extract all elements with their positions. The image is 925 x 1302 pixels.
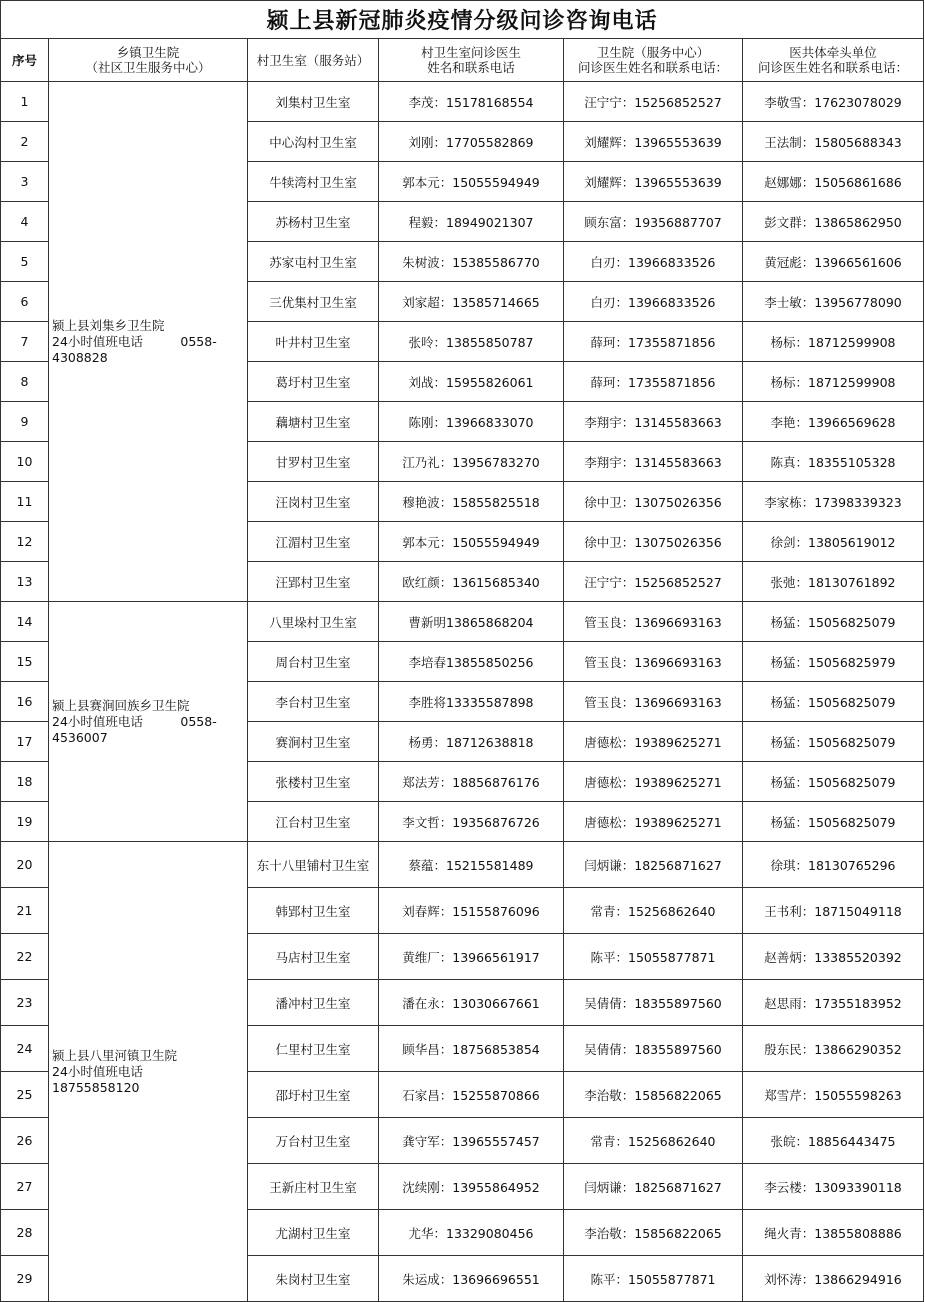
center-doctor-cell: 白刃：13966833526 — [564, 282, 743, 322]
village-doctor-cell: 蔡蕴：15215581489 — [379, 842, 564, 888]
header-village-doctor — [379, 39, 564, 82]
village-doctor-cell: 杨勇：18712638818 — [379, 722, 564, 762]
village-doctor-cell: 朱运成：13696696551 — [379, 1256, 564, 1302]
lead-doctor-cell: 赵思雨：17355183952 — [743, 980, 924, 1026]
center-doctor-cell: 李治敬：15856822065 — [564, 1072, 743, 1118]
village-clinic-cell: 刘集村卫生室 — [248, 82, 379, 122]
lead-doctor-cell: 徐琪：18130765296 — [743, 842, 924, 888]
seq-cell: 12 — [1, 522, 49, 562]
lead-doctor-cell: 杨标：18712599908 — [743, 362, 924, 402]
village-clinic-cell: 李台村卫生室 — [248, 682, 379, 722]
center-doctor-cell: 李翔宇：13145583663 — [564, 402, 743, 442]
lead-doctor-cell: 王书利：18715049118 — [743, 888, 924, 934]
center-doctor-cell: 薛珂：17355871856 — [564, 322, 743, 362]
village-clinic-cell: 王新庄村卫生室 — [248, 1164, 379, 1210]
village-doctor-cell: 李茂：15178168554 — [379, 82, 564, 122]
seq-cell: 22 — [1, 934, 49, 980]
village-doctor-cell: 李文哲：19356876726 — [379, 802, 564, 842]
center-doctor-cell: 徐中卫：13075026356 — [564, 482, 743, 522]
village-doctor-cell: 朱树波：15385586770 — [379, 242, 564, 282]
lead-doctor-cell: 李艳：13966569628 — [743, 402, 924, 442]
header-lead-doctor — [743, 39, 924, 82]
center-doctor-cell: 吴倩倩：18355897560 — [564, 980, 743, 1026]
village-doctor-cell: 李胜将13335587898 — [379, 682, 564, 722]
village-clinic-cell: 汪岗村卫生室 — [248, 482, 379, 522]
village-doctor-cell: 石家昌：15255870866 — [379, 1072, 564, 1118]
lead-doctor-cell: 李云楼：13093390118 — [743, 1164, 924, 1210]
center-doctor-cell: 管玉良：13696693163 — [564, 682, 743, 722]
center-doctor-cell: 白刃：13966833526 — [564, 242, 743, 282]
lead-doctor-cell: 赵娜娜：15056861686 — [743, 162, 924, 202]
seq-cell: 15 — [1, 642, 49, 682]
lead-doctor-cell: 李敬雪：17623078029 — [743, 82, 924, 122]
village-doctor-cell: 郭本元：15055594949 — [379, 162, 564, 202]
village-clinic-cell: 汪郢村卫生室 — [248, 562, 379, 602]
village-clinic-cell: 尤湖村卫生室 — [248, 1210, 379, 1256]
header-township-line2: （社区卫生服务中心） — [85, 60, 211, 75]
village-doctor-cell: 程毅：18949021307 — [379, 202, 564, 242]
village-doctor-cell: 李培春13855850256 — [379, 642, 564, 682]
center-doctor-cell: 陈平：15055877871 — [564, 934, 743, 980]
header-center-doctor-line1: 卫生院（服务中心） — [596, 45, 710, 60]
lead-doctor-cell: 杨猛：15056825079 — [743, 682, 924, 722]
seq-cell: 5 — [1, 242, 49, 282]
lead-doctor-cell: 刘怀涛：13866294916 — [743, 1256, 924, 1302]
lead-doctor-cell: 杨猛：15056825079 — [743, 602, 924, 642]
village-doctor-cell: 陈刚：13966833070 — [379, 402, 564, 442]
village-clinic-cell: 马店村卫生室 — [248, 934, 379, 980]
seq-cell: 14 — [1, 602, 49, 642]
header-village: 村卫生室（服务站） — [248, 39, 379, 82]
seq-cell: 16 — [1, 682, 49, 722]
header-township-line1: 乡镇卫生院 — [116, 45, 180, 60]
seq-cell: 7 — [1, 322, 49, 362]
lead-doctor-cell: 徐剑：13805619012 — [743, 522, 924, 562]
center-doctor-cell: 管玉良：13696693163 — [564, 642, 743, 682]
lead-doctor-cell: 杨猛：15056825079 — [743, 722, 924, 762]
seq-cell: 18 — [1, 762, 49, 802]
village-clinic-cell: 葛圩村卫生室 — [248, 362, 379, 402]
page-title: 颍上县新冠肺炎疫情分级问诊咨询电话 — [1, 1, 924, 39]
header-lead-doctor-line1: 医共体牵头单位 — [789, 45, 877, 60]
village-clinic-cell: 仁里村卫生室 — [248, 1026, 379, 1072]
center-doctor-cell: 刘耀辉：13965553639 — [564, 122, 743, 162]
township-name: 颍上县八里河镇卫生院 — [52, 1047, 178, 1063]
center-doctor-cell: 唐德松：19389625271 — [564, 802, 743, 842]
village-clinic-cell: 江湄村卫生室 — [248, 522, 379, 562]
lead-doctor-cell: 王法制：15805688343 — [743, 122, 924, 162]
seq-cell: 11 — [1, 482, 49, 522]
header-township — [49, 39, 248, 82]
seq-cell: 9 — [1, 402, 49, 442]
lead-doctor-cell: 绳火青：13855808886 — [743, 1210, 924, 1256]
lead-doctor-cell: 黄冠彪：13966561606 — [743, 242, 924, 282]
village-clinic-cell: 苏家屯村卫生室 — [248, 242, 379, 282]
village-clinic-cell: 潘冲村卫生室 — [248, 980, 379, 1026]
lead-doctor-cell: 李士敏：13956778090 — [743, 282, 924, 322]
village-clinic-cell: 韩郢村卫生室 — [248, 888, 379, 934]
table-row — [1, 842, 924, 888]
lead-doctor-cell: 彭文群：13865862950 — [743, 202, 924, 242]
center-doctor-cell: 薛珂：17355871856 — [564, 362, 743, 402]
village-clinic-cell: 甘罗村卫生室 — [248, 442, 379, 482]
lead-doctor-cell: 陈真：18355105328 — [743, 442, 924, 482]
center-doctor-cell: 李翔宇：13145583663 — [564, 442, 743, 482]
village-doctor-cell: 潘在永：13030667661 — [379, 980, 564, 1026]
seq-cell: 25 — [1, 1072, 49, 1118]
township-cell — [49, 842, 248, 1302]
township-cell — [49, 82, 248, 602]
village-clinic-cell: 中心沟村卫生室 — [248, 122, 379, 162]
seq-cell: 28 — [1, 1210, 49, 1256]
seq-cell: 10 — [1, 442, 49, 482]
village-doctor-cell: 刘家超：13585714665 — [379, 282, 564, 322]
seq-cell: 20 — [1, 842, 49, 888]
lead-doctor-cell: 杨标：18712599908 — [743, 322, 924, 362]
village-doctor-cell: 刘战：15955826061 — [379, 362, 564, 402]
center-doctor-cell: 陈平：15055877871 — [564, 1256, 743, 1302]
center-doctor-cell: 徐中卫：13075026356 — [564, 522, 743, 562]
township-hotline: 24小时值班电话 0558-4536007 — [52, 713, 217, 745]
village-doctor-cell: 曹新明13865868204 — [379, 602, 564, 642]
center-doctor-cell: 管玉良：13696693163 — [564, 602, 743, 642]
seq-cell: 13 — [1, 562, 49, 602]
header-village-doctor-line1: 村卫生室问诊医生 — [420, 45, 521, 60]
village-clinic-cell: 邵圩村卫生室 — [248, 1072, 379, 1118]
village-clinic-cell: 三优集村卫生室 — [248, 282, 379, 322]
seq-cell: 24 — [1, 1026, 49, 1072]
township-cell — [49, 602, 248, 842]
center-doctor-cell: 闫炳谦：18256871627 — [564, 1164, 743, 1210]
center-doctor-cell: 汪宁宁：15256852527 — [564, 82, 743, 122]
village-clinic-cell: 牛犊湾村卫生室 — [248, 162, 379, 202]
center-doctor-cell: 汪宁宁：15256852527 — [564, 562, 743, 602]
village-doctor-cell: 沈续刚：13955864952 — [379, 1164, 564, 1210]
township-hotline: 24小时值班电话 0558-4308828 — [52, 333, 217, 365]
village-clinic-cell: 叶井村卫生室 — [248, 322, 379, 362]
lead-doctor-cell: 杨猛：15056825979 — [743, 642, 924, 682]
seq-cell: 8 — [1, 362, 49, 402]
header-center-doctor-line2: 问诊医生姓名和联系电话： — [577, 60, 728, 75]
seq-cell: 21 — [1, 888, 49, 934]
seq-cell: 17 — [1, 722, 49, 762]
center-doctor-cell: 唐德松：19389625271 — [564, 762, 743, 802]
village-clinic-cell: 朱岗村卫生室 — [248, 1256, 379, 1302]
village-clinic-cell: 赛涧村卫生室 — [248, 722, 379, 762]
village-doctor-cell: 张呤：13855850787 — [379, 322, 564, 362]
township-name: 颍上县赛涧回族乡卫生院 — [52, 697, 190, 713]
lead-doctor-cell: 杨猛：15056825079 — [743, 762, 924, 802]
seq-cell: 2 — [1, 122, 49, 162]
table-row — [1, 82, 924, 122]
seq-cell: 26 — [1, 1118, 49, 1164]
village-doctor-cell: 黄维厂：13966561917 — [379, 934, 564, 980]
header-row — [1, 39, 924, 82]
lead-doctor-cell: 郑雪芹：15055598263 — [743, 1072, 924, 1118]
village-clinic-cell: 张楼村卫生室 — [248, 762, 379, 802]
township-hotline: 24小时值班电话 18755858120 — [52, 1063, 181, 1095]
center-doctor-cell: 常青：15256862640 — [564, 888, 743, 934]
village-doctor-cell: 尤华：13329080456 — [379, 1210, 564, 1256]
village-clinic-cell: 万台村卫生室 — [248, 1118, 379, 1164]
village-doctor-cell: 刘春辉：15155876096 — [379, 888, 564, 934]
center-doctor-cell: 刘耀辉：13965553639 — [564, 162, 743, 202]
village-clinic-cell: 周台村卫生室 — [248, 642, 379, 682]
village-clinic-cell: 江台村卫生室 — [248, 802, 379, 842]
township-name: 颍上县刘集乡卫生院 — [52, 317, 165, 333]
lead-doctor-cell: 杨猛：15056825079 — [743, 802, 924, 842]
village-doctor-cell: 江乃礼：13956783270 — [379, 442, 564, 482]
header-lead-doctor-line2: 问诊医生姓名和联系电话： — [758, 60, 909, 75]
village-doctor-cell: 顾华昌：18756853854 — [379, 1026, 564, 1072]
header-village-doctor-line2: 姓名和联系电话 — [427, 60, 515, 75]
center-doctor-cell: 闫炳谦：18256871627 — [564, 842, 743, 888]
seq-cell: 27 — [1, 1164, 49, 1210]
lead-doctor-cell: 李家栋：17398339323 — [743, 482, 924, 522]
village-clinic-cell: 藕塘村卫生室 — [248, 402, 379, 442]
lead-doctor-cell: 张皖：18856443475 — [743, 1118, 924, 1164]
seq-cell: 1 — [1, 82, 49, 122]
village-doctor-cell: 龚守军：13965557457 — [379, 1118, 564, 1164]
village-doctor-cell: 刘刚：17705582869 — [379, 122, 564, 162]
lead-doctor-cell: 赵善炳：13385520392 — [743, 934, 924, 980]
seq-cell: 23 — [1, 980, 49, 1026]
header-seq: 序号 — [1, 39, 49, 82]
village-clinic-cell: 八里垛村卫生室 — [248, 602, 379, 642]
center-doctor-cell: 李治敬：15856822065 — [564, 1210, 743, 1256]
lead-doctor-cell: 张弛：18130761892 — [743, 562, 924, 602]
seq-cell: 6 — [1, 282, 49, 322]
center-doctor-cell: 常青：15256862640 — [564, 1118, 743, 1164]
lead-doctor-cell: 殷东民：13866290352 — [743, 1026, 924, 1072]
village-doctor-cell: 穆艳波：15855825518 — [379, 482, 564, 522]
village-doctor-cell: 郭本元：15055594949 — [379, 522, 564, 562]
table-row — [1, 602, 924, 642]
seq-cell: 3 — [1, 162, 49, 202]
village-doctor-cell: 郑法芳：18856876176 — [379, 762, 564, 802]
village-clinic-cell: 东十八里铺村卫生室 — [248, 842, 379, 888]
center-doctor-cell: 唐德松：19389625271 — [564, 722, 743, 762]
center-doctor-cell: 吴倩倩：18355897560 — [564, 1026, 743, 1072]
header-center-doctor — [564, 39, 743, 82]
seq-cell: 29 — [1, 1256, 49, 1302]
village-doctor-cell: 欧红颜：13615685340 — [379, 562, 564, 602]
seq-cell: 19 — [1, 802, 49, 842]
village-clinic-cell: 苏杨村卫生室 — [248, 202, 379, 242]
center-doctor-cell: 顾东富：19356887707 — [564, 202, 743, 242]
seq-cell: 4 — [1, 202, 49, 242]
